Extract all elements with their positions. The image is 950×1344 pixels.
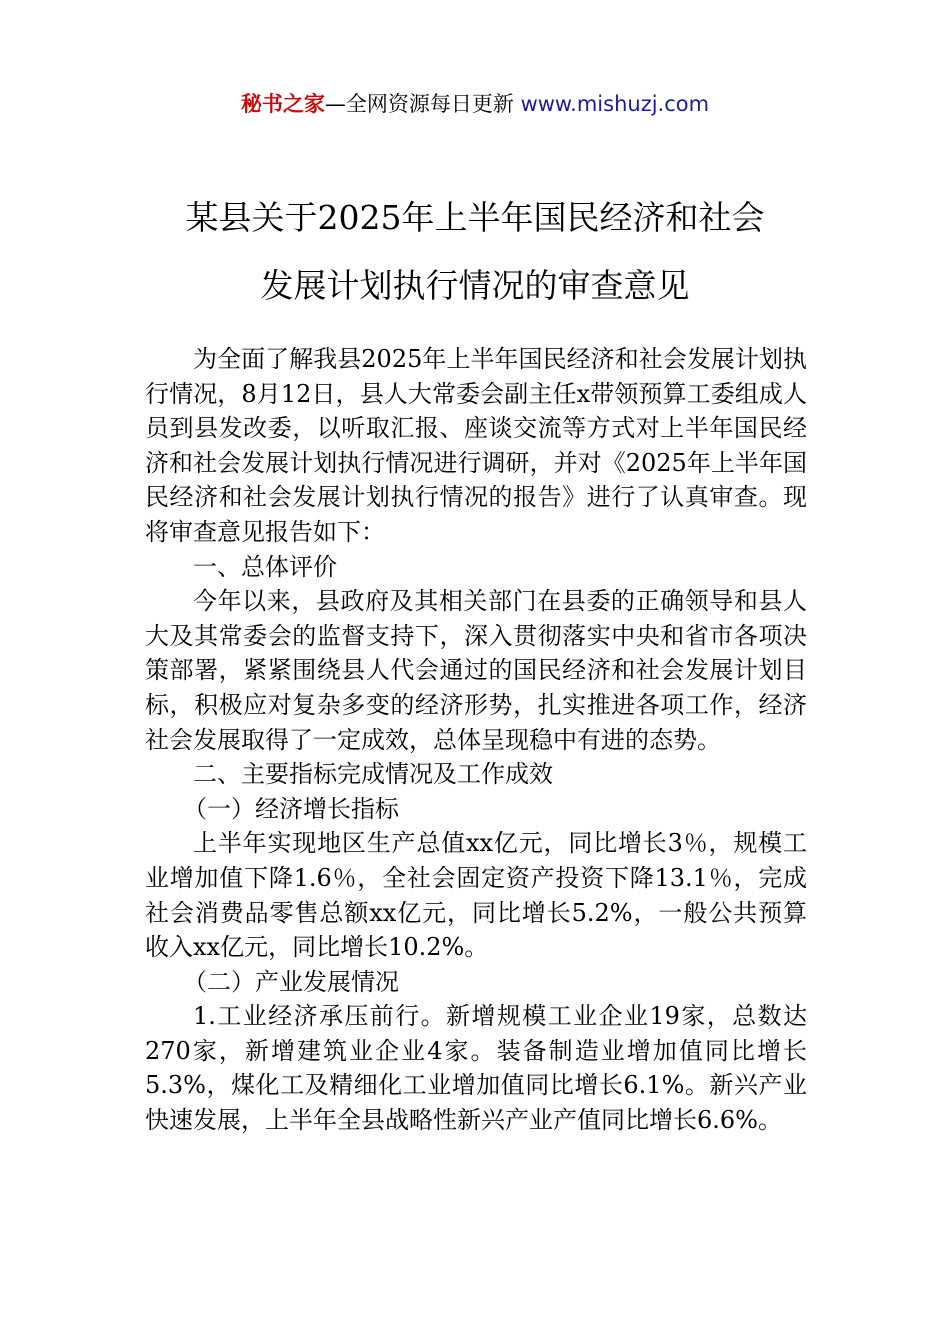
industry-paragraph: 1.工业经济承压前行。新增规模工业企业19家，总数达270家，新增建筑业企业4家。装备制造业增加值同比增长5.3%，煤化工及精细化工业增加值同比增长6.1%。新兴产业快速发展，上半年全县战略性新兴产业产值同比增长6.6%。 xyxy=(145,1002,807,1135)
site-header xyxy=(0,88,950,120)
title-line-2: 发展计划执行情况的审查意见 xyxy=(260,266,690,305)
subsection-heading-growth: （一）经济增长指标 xyxy=(183,794,399,823)
title-line-1: 某县关于2025年上半年国民经济和社会 xyxy=(185,198,765,237)
brand-name: 秘书之家 xyxy=(240,92,325,116)
header-slogan: —全网资源每日更新 xyxy=(324,92,514,116)
document-title xyxy=(0,184,950,320)
overall-paragraph: 今年以来，县政府及其相关部门在县委的正确领导和县人大及其常委会的监督支持下，深入贯彻落实中央和省市各项决策部署，紧紧围绕县人代会通过的国民经济和社会发展计划目标，积极应对复杂多变的经济形势，扎实推进各项工作，经济社会发展取得了一定成效，总体呈现稳中有进的态势。 xyxy=(145,587,807,754)
subsection-heading-industry: （二）产业发展情况 xyxy=(183,967,399,996)
section-heading-overall: 一、总体评价 xyxy=(193,552,337,581)
growth-paragraph: 上半年实现地区生产总值xx亿元，同比增长3％，规模工业增加值下降1.6％，全社会固定资产投资下降13.1％，完成社会消费品零售总额xx亿元，同比增长5.2%，一般公共预算收入xx亿元，同比增长10.2%。 xyxy=(145,829,807,962)
document-body xyxy=(145,342,807,1138)
section-heading-indicators: 二、主要指标完成情况及工作成效 xyxy=(193,760,553,789)
intro-paragraph: 为全面了解我县2025年上半年国民经济和社会发展计划执行情况，8月12日，县人大常委会副主任x带领预算工委组成人员到县发改委，以听取汇报、座谈交流等方式对上半年国民经济和社会发展计划执行情况进行调研，并对《2025年上半年国民经济和社会发展计划执行情况的报告》进行了认真审查。现将审查意见报告如下： xyxy=(145,345,807,546)
site-url-link[interactable]: www.mishuzj.com xyxy=(520,92,710,116)
